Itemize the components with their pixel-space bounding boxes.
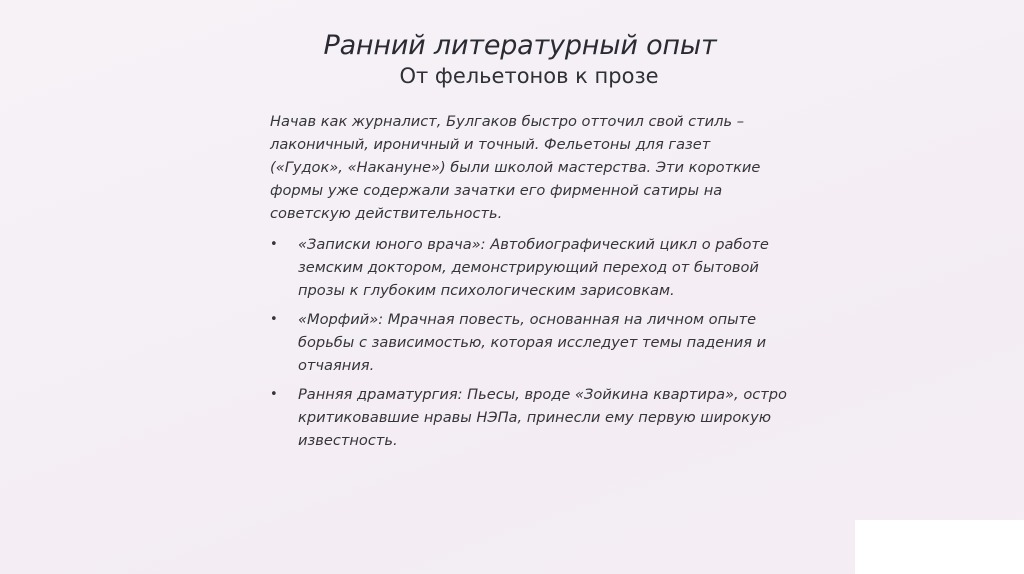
bullet-marker: • [270, 237, 278, 252]
bullet-item-morfiy [270, 308, 790, 377]
intro-paragraph: Начав как журналист, Булгаков быстро отточил свой стиль – лаконичный, ироничный и точный. Фельетоны для газет («Гудок», «Накануне») были школой мастерства. Эти короткие формы уже содержали зачатки его фирменной сатиры на советскую действительность. [270, 113, 761, 222]
slide-subtitle: От фельетонов к прозе [399, 64, 659, 88]
bullet-marker: • [270, 312, 278, 327]
bullet-text: «Записки юного врача»: Автобиографический цикл о работе земским доктором, демонстрирующий переход от бытовой прозы к глубоким психологическим зарисовкам. [298, 236, 769, 299]
bullet-marker: • [270, 387, 278, 402]
corner-panel [855, 520, 1024, 574]
bullet-item-zapiski [270, 233, 790, 302]
bullet-text: «Морфий»: Мрачная повесть, основанная на личном опыте борьбы с зависимостью, которая исследует темы падения и отчаяния. [298, 311, 767, 374]
bullet-list [270, 233, 790, 452]
slide-title: Ранний литературный опыт [323, 30, 717, 61]
bullet-text: Ранняя драматургия: Пьесы, вроде «Зойкина квартира», остро критиковавшие нравы НЭПа, принесли ему первую широкую известность. [298, 386, 787, 449]
bullet-item-dramaturgy [270, 383, 790, 452]
